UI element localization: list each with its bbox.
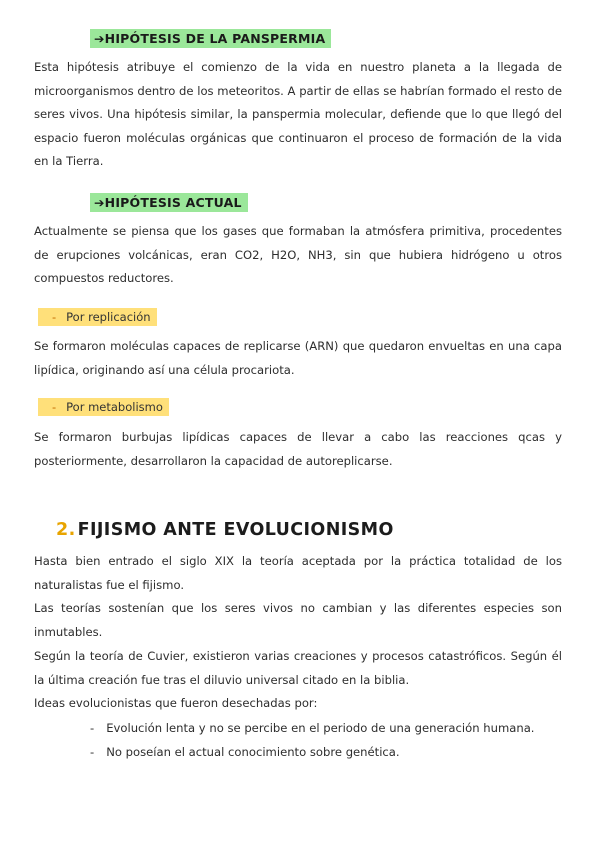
paragraph-fijismo: Hasta bien entrado el siglo XIX la teoría aceptada por la práctica totalidad de los naturalistas fue el fijismo. [34,554,562,592]
paragraph-actual: Actualmente se piensa que los gases que formaban la atmósfera primitiva, procedentes de erupciones volcánicas, eran CO2, H2O, NH3, sin que hubiera hidrógeno u otros compuestos reductores. [34,224,562,285]
subheading-dash: - [52,400,57,414]
subheading-metabolismo [38,398,169,416]
bullet-text: No poseían el actual conocimiento sobre genética. [106,745,400,759]
paragraph-ideas: Ideas evolucionistas que fueron desechadas por: [34,696,318,710]
subheading-label: Por replicación [66,310,151,324]
paragraph-teorias: Las teorías sostenían que los seres vivos no cambian y las diferentes especies son inmutables. [34,601,562,639]
heading-actual: ➔HIPÓTESIS ACTUAL [90,193,248,212]
section-title-text: FIJISMO ANTE EVOLUCIONISMO [77,520,394,540]
section-title [56,520,394,540]
heading-panspermia: ➔HIPÓTESIS DE LA PANSPERMIA [90,29,331,48]
subheading-replicacion [38,308,157,326]
subheading-dash: - [52,310,57,324]
bullet-dash: - [90,745,95,759]
subheading-label: Por metabolismo [66,400,163,414]
list-item [90,742,400,762]
paragraph-metabolismo: Se formaron burbujas lipídicas capaces de llevar a cabo las reacciones qcas y posteriormente, desarrollaron la capacidad de autoreplicarse. [34,430,562,468]
paragraph-cuvier: Según la teoría de Cuvier, existieron varias creaciones y procesos catastróficos. Según él la última creación fue tras el diluvio universal citado en la biblia. [34,649,562,687]
list-item [90,718,534,738]
paragraph-panspermia: Esta hipótesis atribuye el comienzo de la vida en nuestro planeta a la llegada de microorganismos dentro de los meteoritos. A partir de ellas se habrían formado el resto de seres vivos. Una hipótesis similar, la panspermia molecular, defiende que lo que llegó del espacio fueron moléculas orgánicas que continuaron el proceso de formación de la vida en la Tierra. [34,60,562,168]
paragraph-replicacion: Se formaron moléculas capaces de replicarse (ARN) que quedaron envueltas en una capa lipídica, originando así una célula procariota. [34,339,562,377]
bullet-dash: - [90,721,95,735]
bullet-text: Evolución lenta y no se percibe en el periodo de una generación humana. [106,721,535,735]
section-number: 2. [56,520,76,540]
